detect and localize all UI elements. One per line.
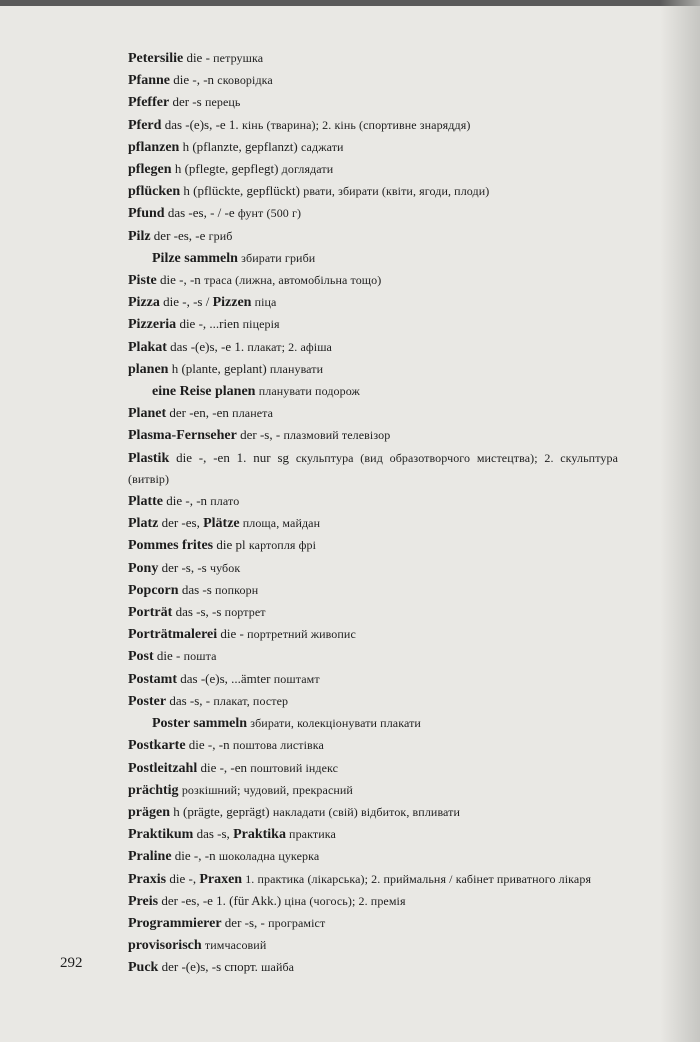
headword: Porträtmalerei — [128, 627, 218, 643]
plural-form: Plätze — [203, 516, 240, 532]
dictionary-entry — [128, 358, 618, 380]
grammar-info: die -, -en 1. nur sg — [169, 449, 296, 465]
headword: pflegen — [128, 162, 172, 178]
dictionary-entry — [128, 757, 618, 779]
translation: планувати — [269, 361, 324, 376]
grammar-info: das -(e)s, ...ämter — [177, 670, 274, 686]
grammar-info: h (plante, geplant) — [168, 360, 270, 376]
translation: ціна (чогось); 2. премія — [284, 893, 406, 908]
translation: програміст — [268, 915, 326, 930]
headword: Post — [128, 649, 154, 665]
grammar-info: der -es, — [158, 515, 204, 531]
headword: provisorisch — [128, 938, 202, 954]
translation: 1. практика (лікарська); 2. приймальня / кабінет приватного лікаря — [242, 871, 592, 886]
dictionary-entry — [128, 447, 618, 490]
translation: поштамт — [273, 671, 320, 686]
grammar-info: die -, -n — [185, 737, 233, 753]
headword: Petersilie — [128, 51, 184, 66]
dictionary-entry — [128, 668, 618, 690]
translation: поштова листівка — [232, 738, 324, 753]
grammar-info: h (pflegte, gepflegt) — [171, 161, 282, 177]
headword: Programmierer — [128, 915, 222, 931]
dictionary-entry — [128, 402, 618, 424]
grammar-info: der -es, -e — [150, 227, 209, 243]
translation: фунт (500 г) — [237, 206, 302, 221]
dictionary-entry — [128, 845, 618, 867]
translation: поштовий індекс — [250, 760, 339, 775]
headword: Platz — [128, 516, 159, 532]
grammar-info: die -, -n — [171, 848, 219, 864]
plural-form: Praktika — [233, 827, 286, 843]
scan-top-edge — [0, 0, 700, 6]
translation: гриб — [208, 228, 233, 243]
dictionary-entry — [128, 890, 618, 912]
grammar-info: das -s, - — [166, 692, 214, 708]
dictionary-subentry — [128, 712, 618, 734]
grammar-info: die -, — [166, 870, 200, 886]
translation: накладати (свій) відбиток, впливати — [272, 804, 461, 819]
dictionary-entry — [128, 801, 618, 823]
translation: саджати — [300, 139, 344, 154]
headword: Pilze sammeln — [152, 250, 238, 266]
dictionary-entry — [128, 69, 618, 91]
scan-right-shadow — [660, 0, 700, 1042]
dictionary-entry — [128, 623, 618, 645]
headword: Pfanne — [128, 73, 170, 89]
translation: збирати, колекціонувати плакати — [250, 716, 421, 731]
grammar-info: der -(e)s, -s спорт. — [158, 959, 262, 975]
dictionary-subentry — [128, 247, 618, 269]
translation: скульптура (вид образотворчого мистецтва); 2. скульптура (витвір) — [128, 450, 619, 486]
translation: площа, майдан — [239, 516, 321, 531]
plural-form: Pizzen — [212, 295, 252, 311]
grammar-info: die - — [217, 626, 248, 642]
headword: Pommes frites — [128, 538, 214, 554]
dictionary-entry — [128, 690, 618, 712]
grammar-info: der -s — [169, 94, 205, 110]
translation: тимчасовий — [204, 938, 267, 953]
headword: pflanzen — [128, 139, 180, 155]
headword: Pizzeria — [128, 317, 177, 333]
headword: Platte — [128, 494, 163, 510]
dictionary-entry — [128, 579, 618, 601]
grammar-info: der -es, -e 1. (für Akk.) — [158, 892, 285, 908]
dictionary-entry — [128, 313, 618, 335]
grammar-info: die pl — [213, 537, 249, 553]
grammar-info: die -, -s / — [159, 294, 213, 310]
translation: пошта — [183, 649, 217, 664]
dictionary-subentry — [128, 380, 618, 402]
grammar-info: der -en, -en — [166, 405, 233, 421]
headword: Puck — [128, 960, 159, 976]
headword: prächtig — [128, 782, 179, 798]
dictionary-entry — [128, 136, 618, 158]
headword: Porträt — [128, 605, 173, 621]
grammar-info: h (pflückte, gepflückt) — [180, 183, 304, 199]
headword: Popcorn — [128, 582, 179, 598]
headword: prägen — [128, 804, 170, 820]
translation: піца — [251, 295, 277, 310]
translation: картопля фрі — [248, 538, 317, 553]
dictionary-entry — [128, 645, 618, 667]
grammar-info: der -s, - — [221, 914, 269, 930]
translation: кінь (тварина); 2. кінь (спортивне знаряддя) — [241, 117, 471, 132]
translation: планувати подорож — [258, 384, 360, 399]
translation: плакат; 2. афіша — [247, 339, 332, 354]
translation: шоколадна цукерка — [218, 849, 320, 864]
dictionary-entry — [128, 734, 618, 756]
dictionary-entry — [128, 424, 618, 446]
headword: Preis — [128, 893, 159, 909]
translation: шайба — [261, 960, 295, 975]
dictionary-entry — [128, 557, 618, 579]
translation: петрушка — [213, 51, 264, 65]
translation: доглядати — [281, 162, 334, 177]
dictionary-entry — [128, 336, 618, 358]
dictionary-entry — [128, 534, 618, 556]
dictionary-entry — [128, 868, 618, 890]
grammar-info: das -s, -s — [172, 604, 225, 620]
dictionary-entry — [128, 934, 618, 956]
headword: Pilz — [128, 228, 151, 244]
grammar-info: die -, -n — [156, 272, 205, 288]
headword: pflücken — [128, 184, 181, 200]
dictionary-entry — [128, 91, 618, 113]
dictionary-entry — [128, 601, 618, 623]
headword: Plasma-Fernseher — [128, 428, 237, 444]
headword: Pizza — [128, 295, 160, 311]
grammar-info: die - — [153, 648, 184, 664]
dictionary-entry — [128, 956, 618, 978]
headword: eine Reise planen — [152, 384, 256, 400]
dictionary-entry — [128, 291, 618, 313]
translation: збирати гриби — [241, 250, 316, 265]
headword: Poster sammeln — [152, 716, 247, 732]
grammar-info: das -(e)s, -e 1. — [166, 338, 248, 354]
translation: сковорідка — [217, 73, 273, 88]
dictionary-entry — [128, 779, 618, 801]
grammar-info: h (prägte, geprägt) — [170, 803, 273, 819]
headword: Praktikum — [128, 827, 194, 843]
grammar-info: das -s — [178, 581, 216, 597]
grammar-info: das -es, - / -e — [164, 205, 238, 221]
headword: Pony — [128, 560, 159, 576]
grammar-info: h (pflanzte, gepflanzt) — [179, 138, 301, 154]
dictionary-entry — [128, 269, 618, 291]
headword: Poster — [128, 693, 167, 709]
headword: Praline — [128, 849, 172, 865]
headword: Planet — [128, 406, 167, 422]
dictionary-entries — [128, 47, 618, 979]
translation: рвати, збирати (квіти, ягоди, плоди) — [303, 184, 490, 199]
dictionary-entry — [128, 180, 618, 202]
translation: портретний живопис — [247, 627, 356, 642]
translation: попкорн — [215, 582, 259, 597]
translation: чубок — [209, 560, 241, 575]
dictionary-entry — [128, 114, 618, 136]
translation: планета — [232, 406, 274, 421]
dictionary-entry — [128, 912, 618, 934]
translation: перець — [204, 95, 241, 110]
headword: Postleitzahl — [128, 760, 198, 776]
translation: піцерія — [242, 317, 280, 332]
headword: Postkarte — [128, 738, 186, 754]
headword: Pferd — [128, 117, 162, 133]
dictionary-entry — [128, 47, 618, 69]
grammar-info: die -, -n — [170, 72, 218, 88]
grammar-info: der -s, -s — [158, 559, 210, 575]
grammar-info: die -, -n — [162, 493, 211, 509]
headword: planen — [128, 361, 169, 377]
grammar-info: das -(e)s, -e 1. — [161, 116, 242, 132]
page-number: 292 — [60, 955, 83, 971]
dictionary-entry — [128, 158, 618, 180]
headword: Pfeffer — [128, 95, 170, 111]
grammar-info: die -, ...rien — [176, 316, 243, 332]
translation: розкішний; чудовий, прекрасний — [181, 782, 353, 797]
dictionary-entry — [128, 202, 618, 224]
headword: Plastik — [128, 450, 170, 466]
translation: плазмовий телевізор — [283, 428, 391, 443]
headword: Plakat — [128, 339, 167, 355]
dictionary-entry — [128, 225, 618, 247]
headword: Praxis — [128, 871, 167, 887]
dictionary-entry — [128, 823, 618, 845]
plural-form: Praxen — [199, 871, 243, 887]
grammar-info: der -s, - — [236, 427, 284, 443]
translation: траса (лижна, автомобільна тощо) — [204, 273, 382, 288]
headword: Postamt — [128, 671, 177, 687]
grammar-info: die -, -en — [197, 759, 251, 775]
headword: Pfund — [128, 206, 165, 222]
translation: портрет — [224, 605, 266, 620]
grammar-info: das -s, — [193, 826, 234, 842]
headword: Piste — [128, 273, 157, 289]
dictionary-entry — [128, 512, 618, 534]
translation: плато — [210, 494, 240, 509]
dictionary-entry — [128, 490, 618, 512]
translation: плакат, постер — [213, 693, 289, 708]
grammar-info: die - — [183, 50, 214, 65]
translation: практика — [285, 827, 336, 842]
